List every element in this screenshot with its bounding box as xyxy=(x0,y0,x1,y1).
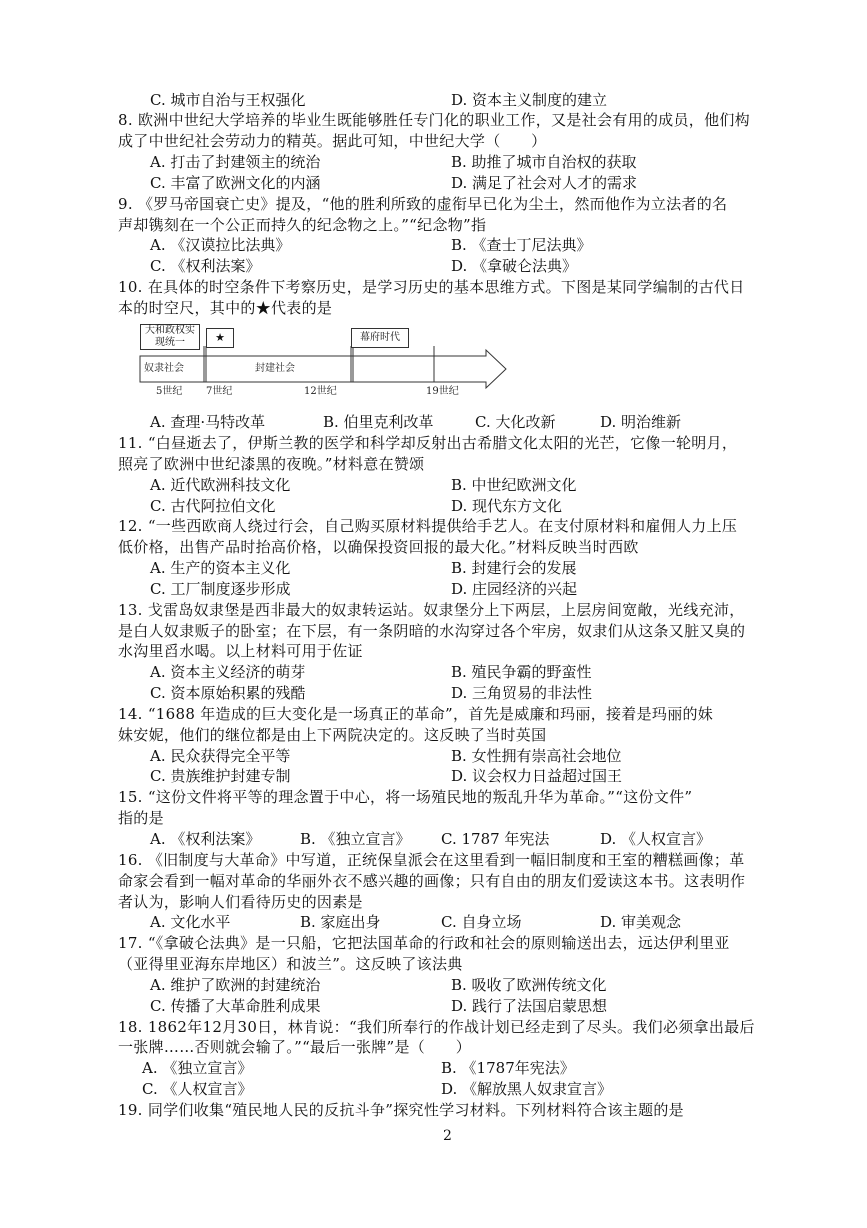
q16-option-a: A. 文化水平 xyxy=(150,913,231,931)
q13-stem-line2: 是白人奴隶贩子的卧室；在下层，有一条阴暗的水沟穿过各个牢房，奴隶们从这条又脏又臭的 xyxy=(118,622,746,640)
q17-option-a: A. 维护了欧洲的封建统治 xyxy=(150,976,321,994)
timeline-star-box: ★ xyxy=(206,328,234,348)
q14-option-a: A. 民众获得完全平等 xyxy=(150,747,291,765)
timeline-tick-5c: 5世纪 xyxy=(156,386,183,397)
q12-stem-line1: 12. “一些西欧商人绕过行会，自己购买原材料提供给手艺人。在支付原材料和雇佣人力上压 xyxy=(118,517,738,535)
q15-stem-line2: 指的是 xyxy=(118,809,164,827)
q16-stem-line1: 16. 《旧制度与大革命》中写道，正统保皇派会在这里看到一幅旧制度和王室的糟糕画像；革 xyxy=(118,851,745,869)
q17-stem-line1: 17. “《拿破仑法典》是一只船，它把法国革命的行政和社会的原则输送出去，远达伊利里亚 xyxy=(118,934,730,952)
q14-option-b: B. 女性拥有崇高社会地位 xyxy=(451,747,622,765)
q13-option-b: B. 殖民争霸的野蛮性 xyxy=(451,663,592,681)
q10-stem-line2: 本的时空尺，其中的★代表的是 xyxy=(118,299,333,317)
q8-stem-line2: 成了中世纪社会劳动力的精英。据此可知，中世纪大学（ ） xyxy=(118,132,547,150)
q11-stem-line2: 照亮了欧洲中世纪漆黑的夜晚。”材料意在赞颂 xyxy=(118,455,425,473)
q11-option-a: A. 近代欧洲科技文化 xyxy=(150,476,291,494)
q9-option-d: D. 《拿破仑法典》 xyxy=(451,257,578,275)
q17-option-d: D. 践行了法国启蒙思想 xyxy=(451,997,608,1015)
q16-option-d: D. 审美观念 xyxy=(600,913,682,931)
q12-option-c: C. 工厂制度逐步形成 xyxy=(150,580,291,598)
q10-option-c: C. 大化改新 xyxy=(475,413,556,431)
q16-stem-line2: 命家会看到一幅对革命的华丽外衣不感兴趣的画像；只有自由的朋友们爱读这本书。这表明作 xyxy=(118,872,746,890)
q12-option-d: D. 庄园经济的兴起 xyxy=(451,580,578,598)
q10-stem-line1: 10. 在具体的时空条件下考察历史，是学习历史的基本思维方式。下图是某同学编制的古代日 xyxy=(118,278,745,296)
q18-option-a: A. 《独立宣言》 xyxy=(142,1059,253,1077)
q16-stem-line3: 者认为，影响人们看待历史的因素是 xyxy=(118,893,363,911)
q11-option-d: D. 现代东方文化 xyxy=(451,497,563,515)
timeline-tick-19c: 19世纪 xyxy=(426,386,459,397)
q9-option-a: A. 《汉谟拉比法典》 xyxy=(150,236,291,254)
q15-option-a: A. 《权利法案》 xyxy=(150,830,261,848)
q9-option-c: C. 《权利法案》 xyxy=(150,257,261,275)
q10-option-d: D. 明治维新 xyxy=(600,413,682,431)
q14-stem-line1: 14. “1688 年造成的巨大变化是一场真正的革命”，首先是威廉和玛丽，接着是玛丽的妹 xyxy=(118,705,714,723)
q8-option-d: D. 满足了社会对人才的需求 xyxy=(451,174,638,192)
q9-stem-line1: 9. 《罗马帝国衰亡史》提及，“他的胜利所致的虚衔早已化为尘土，然而他作为立法者的名 xyxy=(118,195,728,213)
q13-stem-line1: 13. 戈雷岛奴隶堡是西非最大的奴隶转运站。奴隶堡分上下两层，上层房间宽敞，光线充沛， xyxy=(118,601,745,619)
q17-option-c: C. 传播了大革命胜利成果 xyxy=(150,997,321,1015)
q18-stem-line2: 一张牌……否则就会输了。”“最后一张牌”是（ ） xyxy=(118,1038,472,1056)
q11-stem-line1: 11. “白昼逝去了，伊斯兰教的医学和科学却反射出古希腊文化太阳的光芒，它像一轮明月， xyxy=(118,434,738,452)
q7-option-c: C. 城市自治与王权强化 xyxy=(150,91,306,109)
q15-option-b: B. 《独立宣言》 xyxy=(300,830,411,848)
timeline-tick-12c: 12世纪 xyxy=(304,386,337,397)
q19-stem-line1: 19. 同学们收集“殖民地人民的反抗斗争”探究性学习材料。下列材料符合该主题的是 xyxy=(118,1101,684,1119)
q10-option-b: B. 伯里克利改革 xyxy=(323,413,434,431)
q13-stem-line3: 水沟里舀水喝。以上材料可用于佐证 xyxy=(118,642,363,660)
q7-option-d: D. 资本主义制度的建立 xyxy=(451,91,608,109)
q13-option-d: D. 三角贸易的非法性 xyxy=(451,684,593,702)
q18-option-c: C. 《人权宣言》 xyxy=(142,1080,253,1098)
q17-stem-line2: （亚得里亚海东岸地区）和波兰”。这反映了该法典 xyxy=(118,955,463,973)
q11-option-c: C. 古代阿拉伯文化 xyxy=(150,497,276,515)
q8-option-b: B. 助推了城市自治权的获取 xyxy=(451,153,637,171)
q12-option-a: A. 生产的资本主义化 xyxy=(150,559,291,577)
timeline-tick-7c: 7世纪 xyxy=(206,386,233,397)
q8-option-a: A. 打击了封建领主的统治 xyxy=(150,153,321,171)
q14-option-d: D. 议会权力日益超过国王 xyxy=(451,767,623,785)
q16-option-b: B. 家庭出身 xyxy=(300,913,381,931)
timeline-era-slave: 奴隶社会 xyxy=(144,363,184,374)
q18-option-d: D. 《解放黑人奴隶宣言》 xyxy=(441,1080,613,1098)
q14-option-c: C. 贵族维护封建专制 xyxy=(150,767,291,785)
q13-option-a: A. 资本主义经济的萌芽 xyxy=(150,663,306,681)
timeline-era-feudal: 封建社会 xyxy=(255,363,295,374)
q12-option-b: B. 封建行会的发展 xyxy=(451,559,577,577)
q10-option-a: A. 查理·马特改革 xyxy=(150,413,266,431)
q8-stem-line1: 8. 欧洲中世纪大学培养的毕业生既能够胜任专门化的职业工作，又是社会有用的成员，他们构 xyxy=(118,111,750,129)
q12-stem-line2: 低价格，出售产品时抬高价格，以确保投资回报的最大化。”材料反映当时西欧 xyxy=(118,538,639,556)
q11-option-b: B. 中世纪欧洲文化 xyxy=(451,476,577,494)
q13-option-c: C. 资本原始积累的残酷 xyxy=(150,684,306,702)
japan-timeline-figure xyxy=(138,322,508,398)
timeline-box-yamato: 大和政权实现统一 xyxy=(140,324,200,350)
q15-option-d: D. 《人权宣言》 xyxy=(600,830,712,848)
q9-stem-line2: 声却镌刻在一个公正而持久的纪念物之上。”“纪念物”指 xyxy=(118,216,487,234)
timeline-box-shogunate: 幕府时代 xyxy=(351,328,409,348)
q14-stem-line2: 妹安妮，他们的继位都是由上下两院决定的。这反映了当时英国 xyxy=(118,726,547,744)
page-number: 2 xyxy=(443,1128,452,1144)
q16-option-c: C. 自身立场 xyxy=(441,913,522,931)
q18-stem-line1: 18. 1862年12月30日，林肯说：“我们所奉行的作战计划已经走到了尽头。我们必须拿出最后 xyxy=(118,1018,755,1036)
q18-option-b: B. 《1787年宪法》 xyxy=(441,1059,575,1077)
q9-option-b: B. 《查士丁尼法典》 xyxy=(451,236,592,254)
q17-option-b: B. 吸收了欧洲传统文化 xyxy=(451,976,607,994)
q15-option-c: C. 1787 年宪法 xyxy=(441,830,550,848)
q8-option-c: C. 丰富了欧洲文化的内涵 xyxy=(150,174,321,192)
q15-stem-line1: 15. “这份文件将平等的理念置于中心，将一场殖民地的叛乱升华为革命。”“这份文件” xyxy=(118,788,693,806)
